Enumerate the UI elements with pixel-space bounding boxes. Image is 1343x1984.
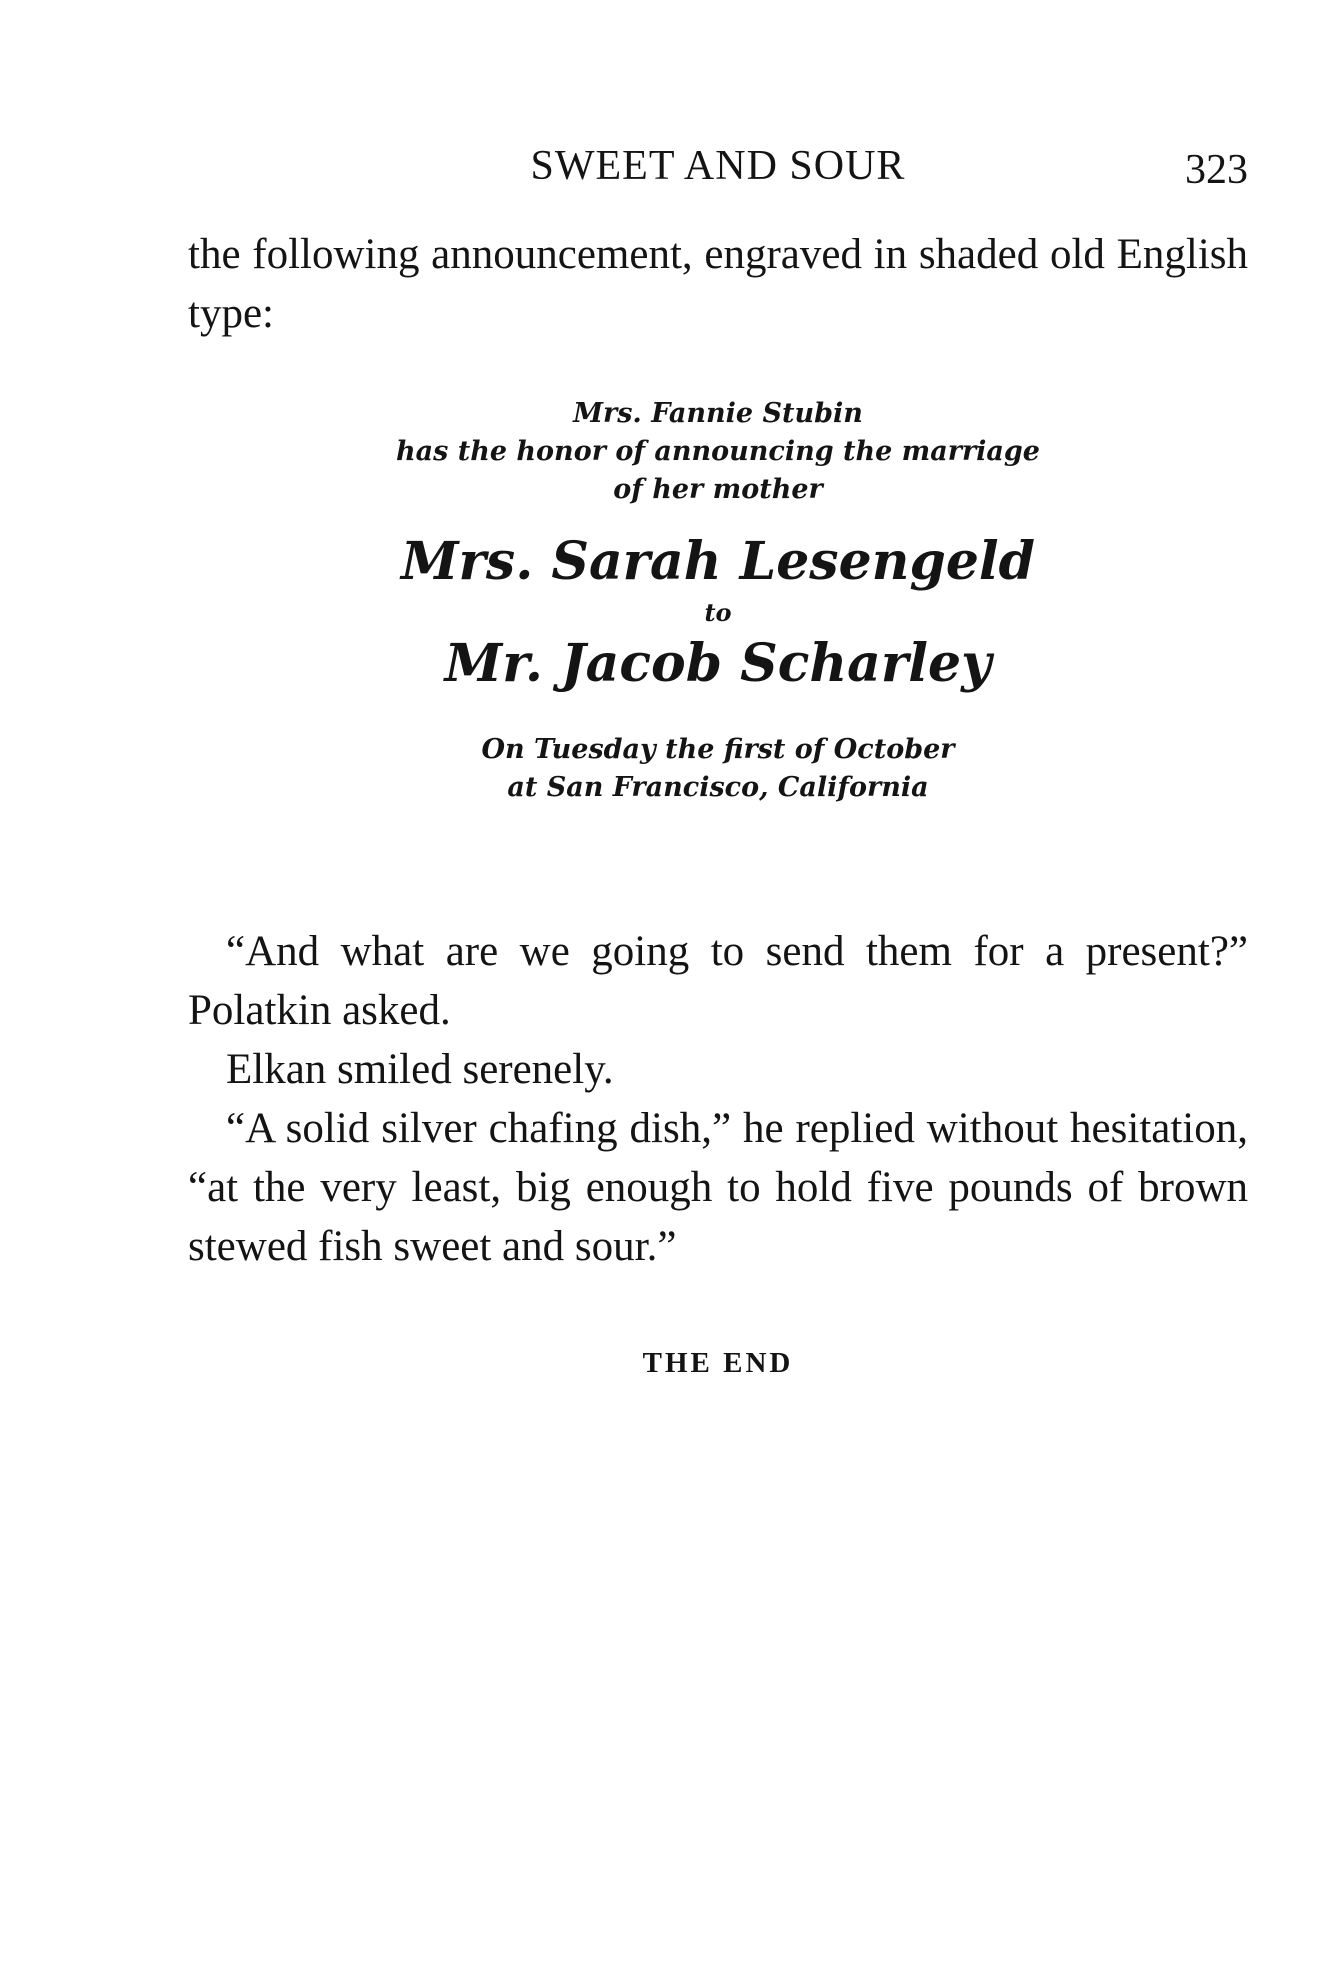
announcement-to: to <box>704 598 732 627</box>
announcement-honor-line: has the honor of announcing the marriage <box>396 436 1040 467</box>
announcement-groom: Mr. Jacob Scharley <box>444 633 992 694</box>
announcement-relation: of her mother <box>613 474 823 505</box>
page-number: 323 <box>1185 147 1248 193</box>
the-end: THE END <box>642 1347 794 1379</box>
paragraph: “And what are we going to send them for a present?” Polatkin asked. <box>188 928 1248 1034</box>
wedding-announcement <box>188 395 1248 807</box>
announcement-host: Mrs. Fannie Stubin <box>573 398 863 429</box>
announcement-bride: Mrs. Sarah Lesengeld <box>400 531 1036 592</box>
paragraph: Elkan smiled serenely. <box>226 1046 614 1093</box>
announcement-date: On Tuesday the first of October <box>481 734 955 765</box>
running-title: SWEET AND SOUR <box>530 143 906 189</box>
lead-paragraph: the following announcement, engraved in shaded old English type: <box>188 231 1248 337</box>
running-head <box>188 142 1248 192</box>
paragraph: “A solid silver chafing dish,” he replied without hesitation, “at the very least, big enough to hold five pounds of brown stewed fish sweet and sour.” <box>188 1105 1248 1270</box>
announcement-place: at San Francisco, California <box>507 772 929 803</box>
body-text <box>188 922 1248 1276</box>
